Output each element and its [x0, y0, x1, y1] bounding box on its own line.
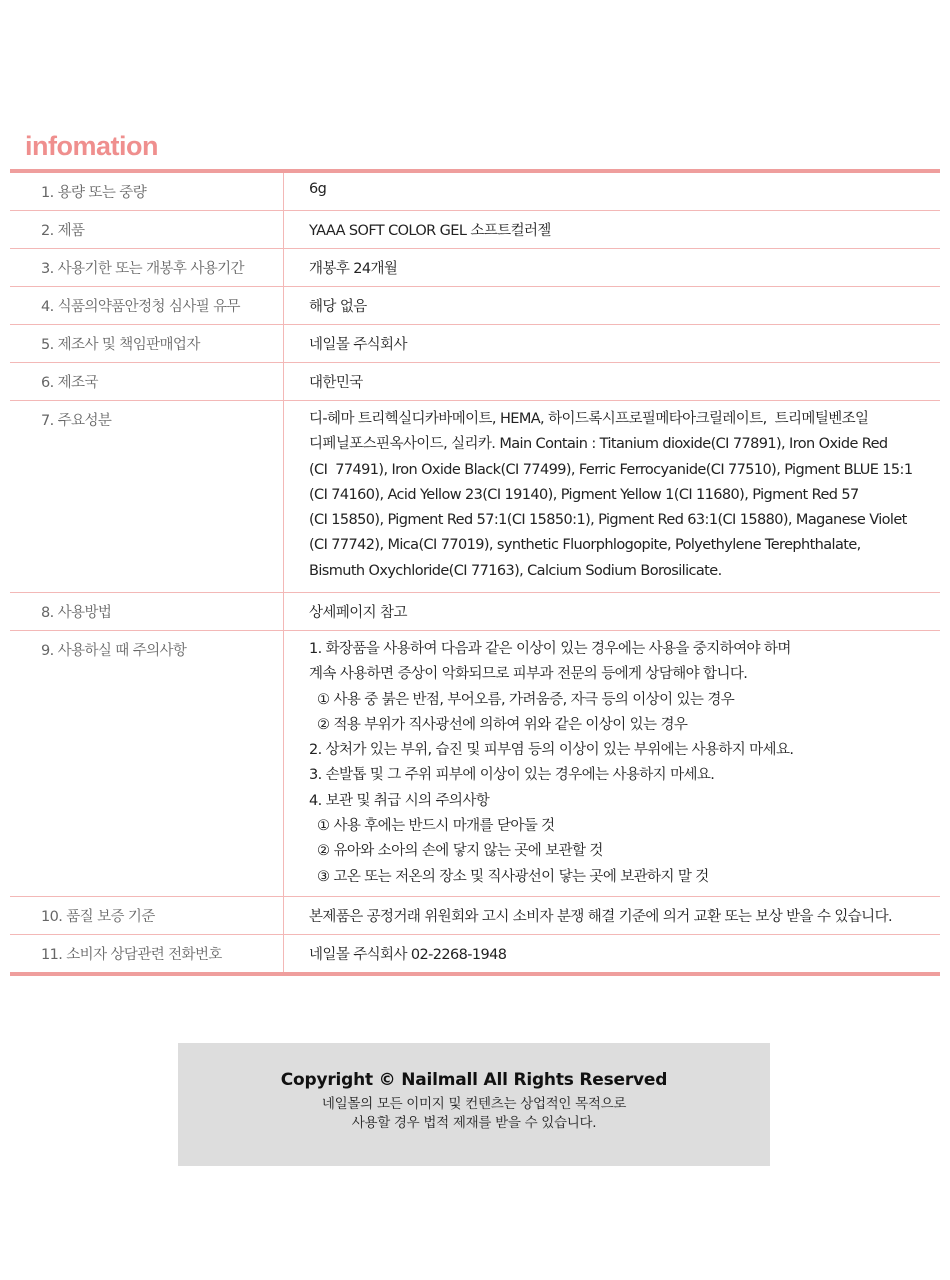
table-row [10, 401, 940, 593]
row-label: 7. 주요성분 [10, 401, 284, 592]
row-label: 3. 사용기한 또는 개봉후 사용기간 [10, 249, 284, 286]
row-value: 개봉후 24개월 [309, 261, 398, 277]
table-row [10, 631, 940, 897]
row-label: 1. 용량 또는 중량 [10, 173, 284, 210]
row-label: 5. 제조사 및 책임판매업자 [10, 325, 284, 362]
row-value: 6g [309, 181, 327, 197]
row-value: 해당 없음 [309, 299, 367, 315]
table-row [10, 173, 940, 211]
row-label: 9. 사용하실 때 주의사항 [10, 631, 284, 896]
product-info-table [10, 169, 940, 976]
row-value: 네일몰 주식회사 [309, 337, 407, 353]
table-row [10, 363, 940, 401]
table-row [10, 897, 940, 935]
copyright-footer [178, 1043, 770, 1166]
row-label: 10. 품질 보증 기준 [10, 897, 284, 934]
row-label: 11. 소비자 상담관련 전화번호 [10, 935, 284, 972]
table-row [10, 593, 940, 631]
copyright-text: Copyright © Nailmall All Rights Reserved [280, 1070, 668, 1090]
table-row [10, 287, 940, 325]
row-label: 4. 식품의약품안정청 심사필 유무 [10, 287, 284, 324]
table-row [10, 325, 940, 363]
row-value: YAAA SOFT COLOR GEL 소프트컬러젤 [309, 223, 551, 239]
row-value: 본제품은 공정거래 위원회와 고시 소비자 분쟁 해결 기준에 의거 교환 또는 보상 받을 수 있습니다. [309, 909, 893, 925]
row-label: 6. 제조국 [10, 363, 284, 400]
row-label: 8. 사용방법 [10, 593, 284, 630]
section-title: infomation [25, 131, 158, 161]
table-row [10, 249, 940, 287]
table-row [10, 935, 940, 972]
row-value: 상세페이지 참고 [309, 605, 407, 621]
row-value: 네일몰 주식회사 02-2268-1948 [309, 947, 507, 963]
copyright-notice: 네일몰의 모든 이미지 및 컨텐츠는 상업적인 목적으로 사용할 경우 법적 제재를 받을 수 있습니다. [321, 1096, 627, 1131]
row-value: 1. 화장품을 사용하여 다음과 같은 이상이 있는 경우에는 사용을 중지하여야 하며 계속 사용하면 증상이 악화되므로 피부과 전문의 등에게 상담해야 합니다. ① 사용 중 붉은 반점, 부어오름, 가려움증, 자극 등의 이상이 있는 경우 ② 적용 부위가 직사광선에 의하여 위와 같은 이상이 있는 경우 2. 상처가 있는 부위, 습진 및 피부염 등의 이상이 있는 부위에는 사용하지 마세요. 3. 손발톱 및 그 주위 피부에 이상이 있는 경우에는 사용하지 마세요. 4. 보관 및 취급 시의 주의사항 ① 사용 후에는 반드시 마개를 닫아둘 것 ② 유아와 소아의 손에 닿지 않는 곳에 보관할 것 ③ 고온 또는 저온의 장소 및 직사광선이 닿는 곳에 보관하지 말 것 [309, 641, 794, 885]
row-value: 디-헤마 트리헥실디카바메이트, HEMA, 하이드록시프로필메타아크릴레이트, 트리메틸벤조일 디페닐포스핀옥사이드, 실리카. Main Contain : Titanium dioxide(CI 77891), Iron Oxide Red (CI 77491), Iron Oxide Black(CI 77499), Ferric Ferrocyanide(CI 77510), Pigment BLUE 15:1 (CI 74160), Acid Yellow 23(CI 19140), Pigment Yellow 1(CI 11680), Pigment Red 57 (CI 15850), Pigment Red 57:1(CI 15850:1), Pigment Red 63:1(CI 15880), Maganese Violet (CI 77742), Mica(CI 77019), synthetic Fluorphlogopite, Polyethylene Terephthalate, Bismuth Oxychloride(CI 77163), Calcium Sodium Borosilicate. [309, 411, 913, 579]
row-label: 2. 제품 [10, 211, 284, 248]
table-row [10, 211, 940, 249]
row-value: 대한민국 [309, 375, 363, 391]
